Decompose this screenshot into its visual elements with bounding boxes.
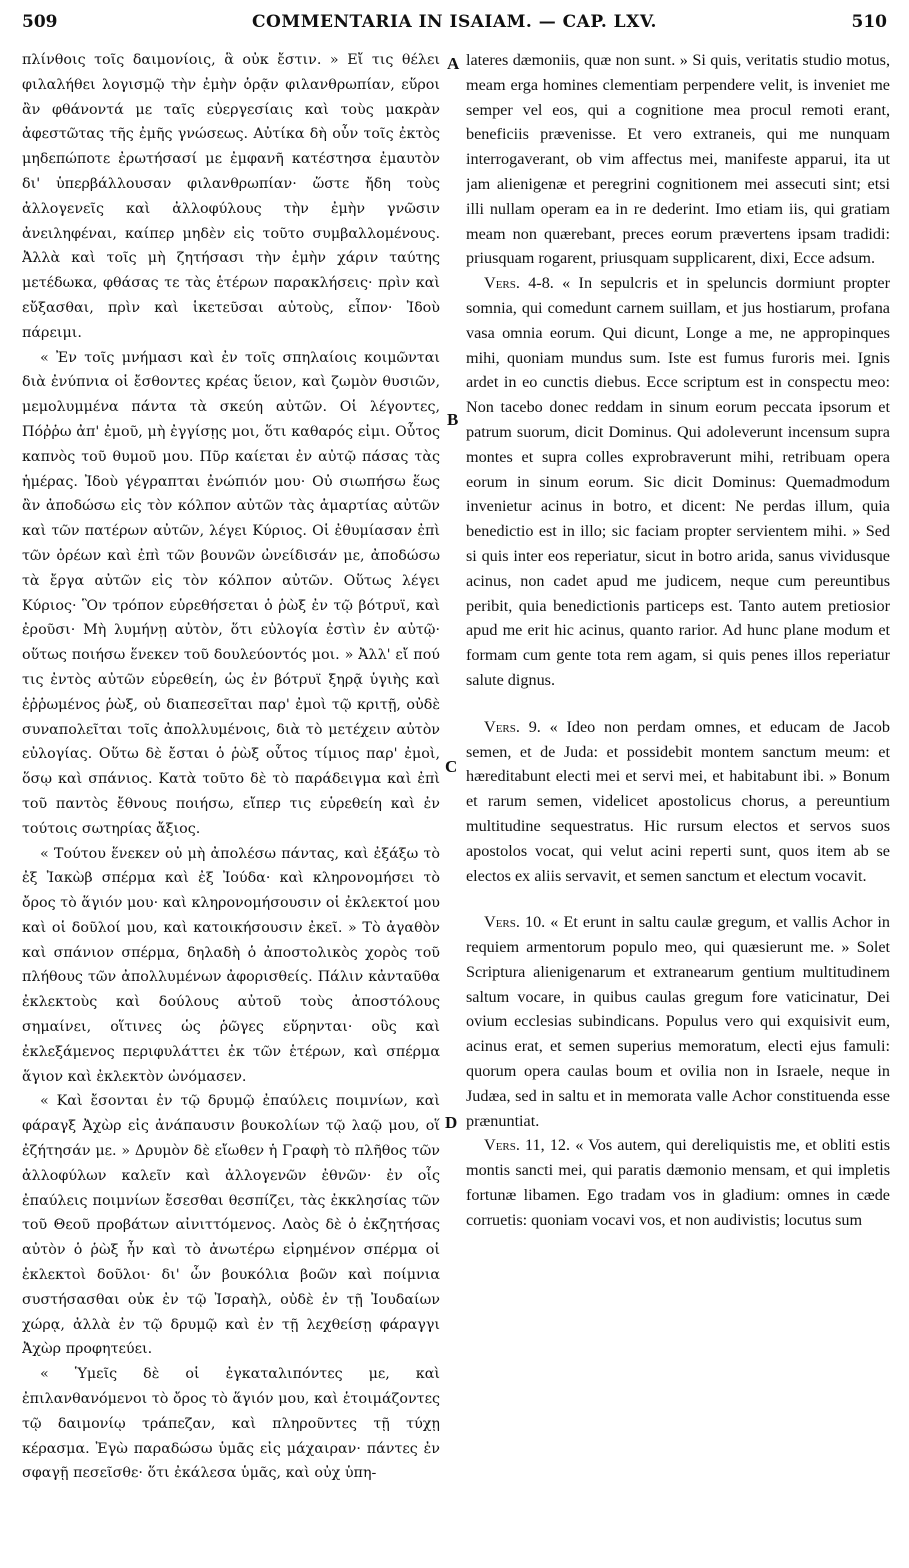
page-number-right: 510 bbox=[851, 12, 887, 32]
latin-paragraph bbox=[466, 715, 890, 889]
greek-paragraph: « Ὑμεῖς δὲ οἱ ἐγκαταλιπόντες με, καὶ ἐπιλανθανόμενοι τὸ ὄρος τὸ ἅγιόν μου, καὶ ἑτοιμάζοντες τῷ δαιμονίῳ τράπεζαν, καὶ πληροῦντες τῇ τύχῃ κέρασμα. Ἐγὼ παραδώσω ὑμᾶς εἰς μάχαιραν· πάντες ἐν σφαγῇ πεσεῖσθε· ὅτι ἐκάλεσα ὑμᾶς, καὶ οὐχ ὑπη- bbox=[22, 1366, 440, 1482]
latin-text: « Et erunt in saltu caulæ gregum, et vallis Achor in requiem armentorum populo meo, qui quæsierunt me. » Solet Scriptura alienigenarum et extranearum gentium multitudinem saltum vocare, in quibus caulas gregum fore vaticinatur, Dei ovium ecclesias subindicans. Populus vero qui exquisivit eum, acinus erat, et semen superius memoratum, electi ejus famuli: quorum opera caulas boum et ovilia non in Israele, neque in Judæa, sed in saltu et in memorata valle Achor constituenda esse prænuntiat. bbox=[466, 913, 890, 1130]
latin-paragraph bbox=[466, 271, 890, 693]
verse-label: Vers. 9. bbox=[484, 717, 541, 736]
margin-letter-a: A bbox=[447, 54, 460, 73]
verse-label: Vers. 11, 12. bbox=[484, 1136, 571, 1155]
latin-paragraph bbox=[466, 1133, 890, 1232]
latin-text: « Ideo non perdam omnes, et educam de Jacob semen, et de Juda: et possidebit montem sanctum meum: et hæreditabunt electi mei et servi mei, et habitabunt ibi. » Bonum et rarum semen, videlicet apostolicus chorus, a pereuntium multitudine sequestratus. Hic rursum electos et servos suos apostolos vocat, qui velut acini reperti sunt, quos item ab se electos ex aliis servavit, et semen sanctum et electum vocavit. bbox=[466, 717, 890, 885]
greek-paragraph: πλίνθοις τοῖς δαιμονίοις, ἃ οὐκ ἔστιν. » Εἴ τις θέλει φιλαλήθει λογισμῷ τὴν ἐμὴν ὁρᾷν φιλανθρωπίαν, εὕροι ἂν φθάνοντά με ταῖς εὐεργεσίαις καὶ τοὺς μακρὰν ἀφεστῶτας τῆς ἐμῆς γνώσεως. Αὐτίκα δὴ οὖν τοῖς ἐκτὸς μηδεπώποτε ἐρωτήσασί με ἐμφανῆ κατέστησα ἐμαυτὸν δι' ὑπερβάλλουσαν φιλανθρωπίαν· ὥστε ἤδη τοὺς ἀλλογενεῖς καὶ ἀλλοφύλους τὴν ἐμὴν γνῶσιν ἀνειληφέναι, καίπερ μηδὲν εἰς τοῦτο συμβαλλομένους. Ἀλλὰ καὶ τοῖς μὴ ζητήσασι τὴν ἐμὴν χάριν ταύτης μετέδωκα, φθάσας τε τὰς ἑτέρων παρακλήσεις· πρὶν καὶ εὔξασθαι, πρὶν καὶ ἱκετεῦσαι αὐτοὺς, εἶπον· Ἰδοὺ πάρειμι. bbox=[22, 52, 440, 341]
margin-letter-d: D bbox=[445, 1113, 458, 1132]
running-title: COMMENTARIA IN ISAIAM. — CAP. LXV. bbox=[252, 12, 657, 32]
margin-letter-c: C bbox=[445, 757, 458, 776]
verse-label: Vers. 4-8. bbox=[484, 274, 554, 293]
latin-text: « Vos autem, qui dereliquistis me, et obliti estis montis sancti mei, qui paratis dæmonio mensam, et qui impletis fortunæ libamen. Ego tradam vos in gladium: omnes in cæde corruetis: quoniam vocavi vos, et non audivistis; locutus sum bbox=[466, 1136, 890, 1229]
latin-text: lateres dæmoniis, quæ non sunt. » Si quis, veritatis studio motus, meam erga homines clementiam perpendere velit, is inveniet me semper vel eos, qui a cognitione mea procul remoti erant, beneficiis prævenisse. Et vero extraneis, qui me nunquam interrogaverant, ob vim affectus mei, manifeste apparui, ita ut jam alienigenæ et peregrini cognitionem mei assecuti sint; etsi illi nullam operam ea in re dederint. Imo etiam iis, qui gratiam meam non quærebant, preces eorum prævertens ipsam tradidi: priusquam rogarent, priusquam supplicarent, dixi, Ecce adsum. bbox=[466, 51, 890, 268]
latin-paragraph bbox=[466, 910, 890, 1133]
greek-column bbox=[22, 48, 440, 1558]
latin-paragraph bbox=[466, 48, 890, 271]
greek-paragraph: « Ἐν τοῖς μνήμασι καὶ ἐν τοῖς σπηλαίοις κοιμῶνται διὰ ἐνύπνια οἱ ἔσθοντες κρέας ὕειον, καὶ ζωμὸν θυσιῶν, μεμολυμμένα πάντα τὰ σκεύη αὐτῶν. Οἱ λέγοντες, Πόῤῥω ἀπ' ἐμοῦ, μὴ ἐγγίσῃς μοι, ὅτι καθαρός εἰμι. Οὗτος καπνὸς τοῦ θυμοῦ μου. Πῦρ καίεται ἐν αὐτῷ πάσας τὰς ἡμέρας. Ἰδοὺ γέγραπται ἐνώπιόν μου· Οὐ σιωπήσω ἕως ἂν ἀποδώσω εἰς τὸν κόλπον αὐτῶν τὰς ἁμαρτίας αὐτῶν καὶ τῶν πατέρων αὐτῶν, λέγει Κύριος. Οἱ ἐθυμίασαν ἐπὶ τῶν ὀρέων καὶ ἐπὶ τῶν βουνῶν ὠνείδισάν με, ἀποδώσω τὰ ἔργα αὐτῶν εἰς τὸν κόλπον αὐτῶν. Οὕτως λέγει Κύριος· Ὃν τρόπον εὑρεθήσεται ὁ ῥὼξ ἐν τῷ βότρυϊ, καὶ ἐροῦσι· Μὴ λυμήνῃ αὐτὸν, ὅτι εὐλογία ἐστὶν ἐν αὐτῷ· οὕτως ποιήσω ἕνεκεν τοῦ δουλεύοντός μοι. » Ἀλλ' εἴ πού τις ἐντὸς αὐτῶν εὑρεθείη, ὡς ἐν βότρυϊ ξηρᾷ ὑγιὴς καὶ ἐῤῥωμένος ῥὼξ, οὐ διαπεσεῖται παρ' ἐμοὶ τῷ κριτῇ, οὐδὲ συναπολεῖται τοῖς ἀπολλυμένοις, διὰ τὸ μετέχειν αὐτὸν εὐλογίας. Οὕτω δὲ ἔσται ὁ ῥὼξ οὗτος τίμιος παρ' ἐμοὶ, ὅσῳ καὶ σπάνιος. Κατὰ τοῦτο δὲ τὸ παράδειγμα καὶ ἐπὶ τοῦ παντὸς ἔθνους ποιήσω, εἴπερ τις εὑρεθείη καὶ ἐν τούτοις σωτηρίας ἄξιος. bbox=[22, 349, 440, 837]
page-number-left: 509 bbox=[22, 12, 58, 32]
latin-column bbox=[466, 48, 890, 1558]
latin-text: « In sepulcris et in speluncis dormiunt propter somnia, qui comedunt carnem suillam, et jus hostiarum, profana vasa omnia eorum. Qui dicunt, Longe a me, ne appropinques mihi, quoniam mundus sum. Iste est fumus furoris mei. Ignis ardet in eo cunctis diebus. Ecce scriptum est in conspectu meo: Non tacebo donec reddam in sinum eorum peccata ipsorum et patrum suorum, dicit Dominus. Qui adoleverunt incensum supra montes et supra colles exprobraverunt mihi, retribuam opera eorum in sinum eorum. Sic dicit Dominus: Quemadmodum invenietur acinus in botro, et dicent: Ne perdas illum, quia benedictio est in illo; sic faciam propter servientem mihi. » Sed si quis inter eos reperiatur, sicut in botro arida, sanus vividusque acinus, non cadet apud me judicem, neque cum pereuntibus peribit, quia benedictionis particeps est. Tanto autem pretiosior apud me erit hic acinus, quanto rarior. Ad hunc plane modum et formam cum gente tota rem agam, si quis penes illos reperiatur salute dignus. bbox=[466, 274, 890, 689]
page-header bbox=[22, 12, 887, 40]
greek-paragraph: « Καὶ ἔσονται ἐν τῷ δρυμῷ ἐπαύλεις ποιμνίων, καὶ φάραγξ Ἀχὼρ εἰς ἀνάπαυσιν βουκολίων τῷ λαῷ μου, οἵ ἐζήτησάν με. » Δρυμὸν δὲ εἴωθεν ἡ Γραφὴ τὸ πλῆθος τῶν ἀλλοφύλων καλεῖν καὶ ἀλλογενῶν ἐθνῶν· ἐν οἷς ἐπαύλεις ποιμνίων ἔσεσθαι θεσπίζει, τὰς ἐκκλησίας τῶν τοῦ Θεοῦ προβάτων αἰνιττόμενος. Λαὸς δὲ ὁ ἐκζητήσας αὐτὸν ὁ ῥὼξ ἦν καὶ τὸ ἀνωτέρω εἰρημένον σπέρμα οἱ ἐκλεκτοὶ δοῦλοι· δι' ὧν βουκόλια βοῶν καὶ ποίμνια συστήσασθαι οὐκ ἐν τῷ Ἰσραὴλ, οὐδὲ ἐν τῇ Ἰουδαίων χώρᾳ, ἀλλὰ ἐν τῷ δρυμῷ καὶ ἐν τῇ λεχθείσῃ φάραγγι Ἀχὼρ προφητεύει. bbox=[22, 1093, 440, 1358]
verse-label: Vers. 10. bbox=[484, 913, 546, 932]
greek-paragraph: « Τούτου ἕνεκεν οὐ μὴ ἀπολέσω πάντας, καὶ ἐξάξω τὸ ἐξ Ἰακὼβ σπέρμα καὶ ἐξ Ἰούδα· καὶ κληρονομήσει τὸ ὄρος τὸ ἅγιόν μου· καὶ κληρονομήσουσιν οἱ ἐκλεκτοί μου καὶ οἱ δοῦλοί μου, καὶ κατοικήσουσιν ἐκεῖ. » Τὸ ἀγαθὸν καὶ σπάνιον σπέρμα, δηλαδὴ ὁ ἀποστολικὸς χορὸς τοῦ πλήθους τῶν ἀπολλυμένων ἀφορισθείς. Πάλιν κἀνταῦθα ἐκλεκτοὺς καὶ δούλους αὐτοῦ τοὺς ἀποστόλους σημαίνει, οἵτινες ὡς ῥῶγες εὕρηνται· οὓς καὶ ἐκλεξάμενος περιφυλάττει ἐκ τῶν ἑτέρων, καὶ σπέρμα ἅγιον καὶ ἐκλεκτὸν ὠνόμασεν. bbox=[22, 845, 440, 1085]
margin-letter-b: B bbox=[447, 410, 459, 429]
